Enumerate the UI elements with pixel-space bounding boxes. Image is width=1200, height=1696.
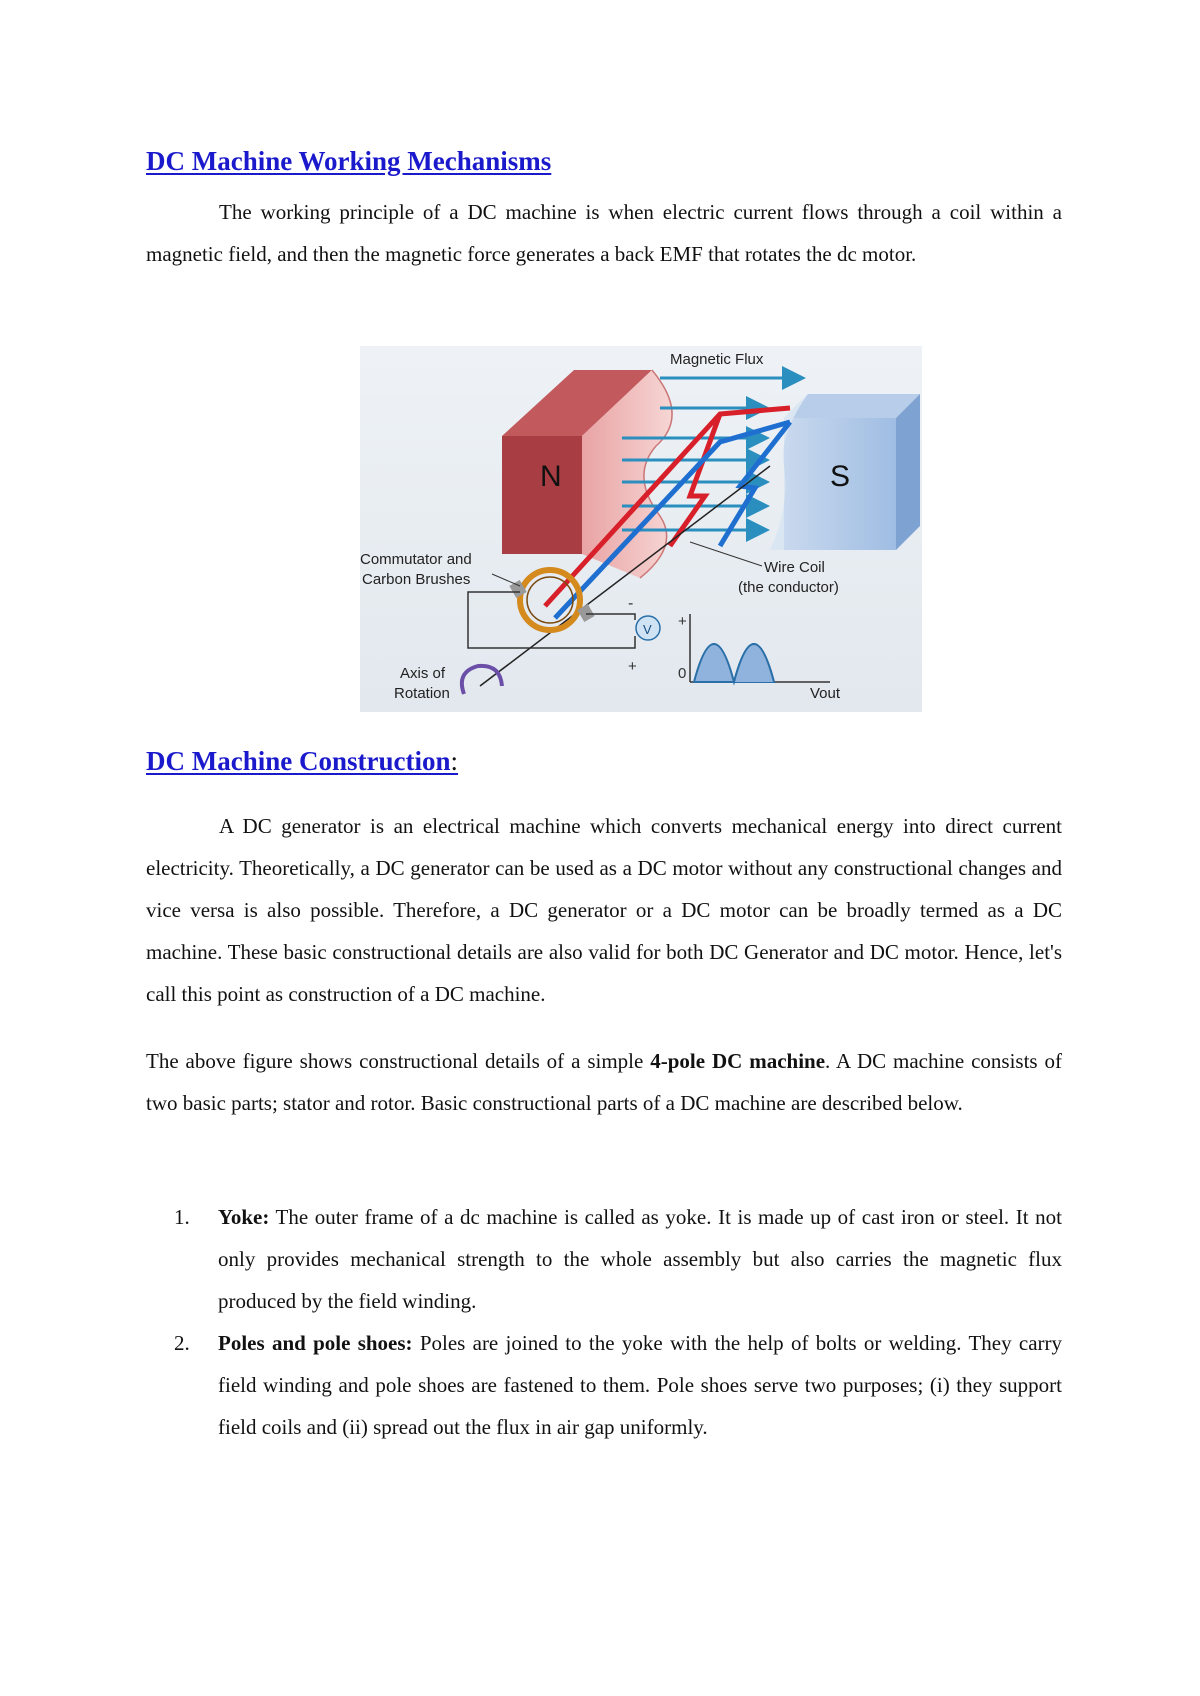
four-pole-emphasis: 4-pole DC machine (650, 1049, 826, 1073)
section-title-construction: DC Machine Construction: (146, 746, 459, 776)
dc-motor-diagram (360, 346, 922, 712)
wire-coil-label-line1: Wire Coil (764, 559, 825, 576)
graph-plus-label: + (678, 613, 687, 630)
list-item (146, 1322, 1062, 1448)
figure-description-paragraph: The above figure shows constructional details of a simple 4-pole DC machine. A DC machine consists of two basic parts; stator and rotor. Basic constructional parts of a DC machine are described below. (146, 1049, 1062, 1115)
axis-label-line2: Rotation (394, 685, 450, 702)
title-colon: : (450, 746, 459, 776)
list-term: Yoke: (218, 1205, 270, 1229)
voltmeter-minus: - (628, 595, 634, 612)
list-text: Poles are joined to the yoke with the help of bolts or welding. They carry field winding and pole shoes are fastened to them. Pole shoes serve two purposes; (i) they support field coils and (ii) spread out the flux in air gap uniformly. (218, 1331, 1063, 1439)
vout-label: Vout (810, 685, 841, 702)
list-term: Poles and pole shoes: (218, 1331, 413, 1355)
south-magnet (770, 394, 920, 550)
construction-parts-list (146, 1196, 1062, 1448)
working-principle-paragraph: The working principle of a DC machine is when electric current flows through a coil within a magnetic field, and then the magnetic force generates a back EMF that rotates the dc motor. (146, 200, 1062, 266)
commutator-label-line1: Commutator and (360, 551, 472, 568)
list-text: The outer frame of a dc machine is called as yoke. It is made up of cast iron or steel. It not only provides mechanical strength to the whole assembly but also carries the magnetic flux produced by the field winding. (218, 1205, 1062, 1313)
voltmeter-plus: + (628, 658, 637, 675)
voltmeter-label: V (643, 622, 652, 637)
wire-coil-label-line2: (the conductor) (738, 579, 839, 596)
list-number: 2. (174, 1331, 190, 1355)
north-pole-label: N (540, 460, 562, 493)
list-item (146, 1196, 1062, 1322)
commutator-label-line2: Carbon Brushes (362, 571, 471, 588)
magnetic-flux-label: Magnetic Flux (670, 351, 764, 368)
construction-paragraph: A DC generator is an electrical machine which converts mechanical energy into direct current electricity. Theoretically, a DC generator can be used as a DC motor without any constructional changes and vice versa is also possible. Therefore, a DC generator or a DC motor can be broadly termed as a DC machine. These basic constructional details are also valid for both DC Generator and DC motor. Hence, let's call this point as construction of a DC machine. (146, 814, 1062, 1006)
south-pole-label: S (830, 460, 851, 493)
axis-label-line1: Axis of (400, 665, 446, 682)
graph-zero-label: 0 (678, 665, 687, 682)
section-title-working-mechanisms: DC Machine Working Mechanisms (146, 146, 552, 176)
list-number: 1. (174, 1205, 190, 1229)
